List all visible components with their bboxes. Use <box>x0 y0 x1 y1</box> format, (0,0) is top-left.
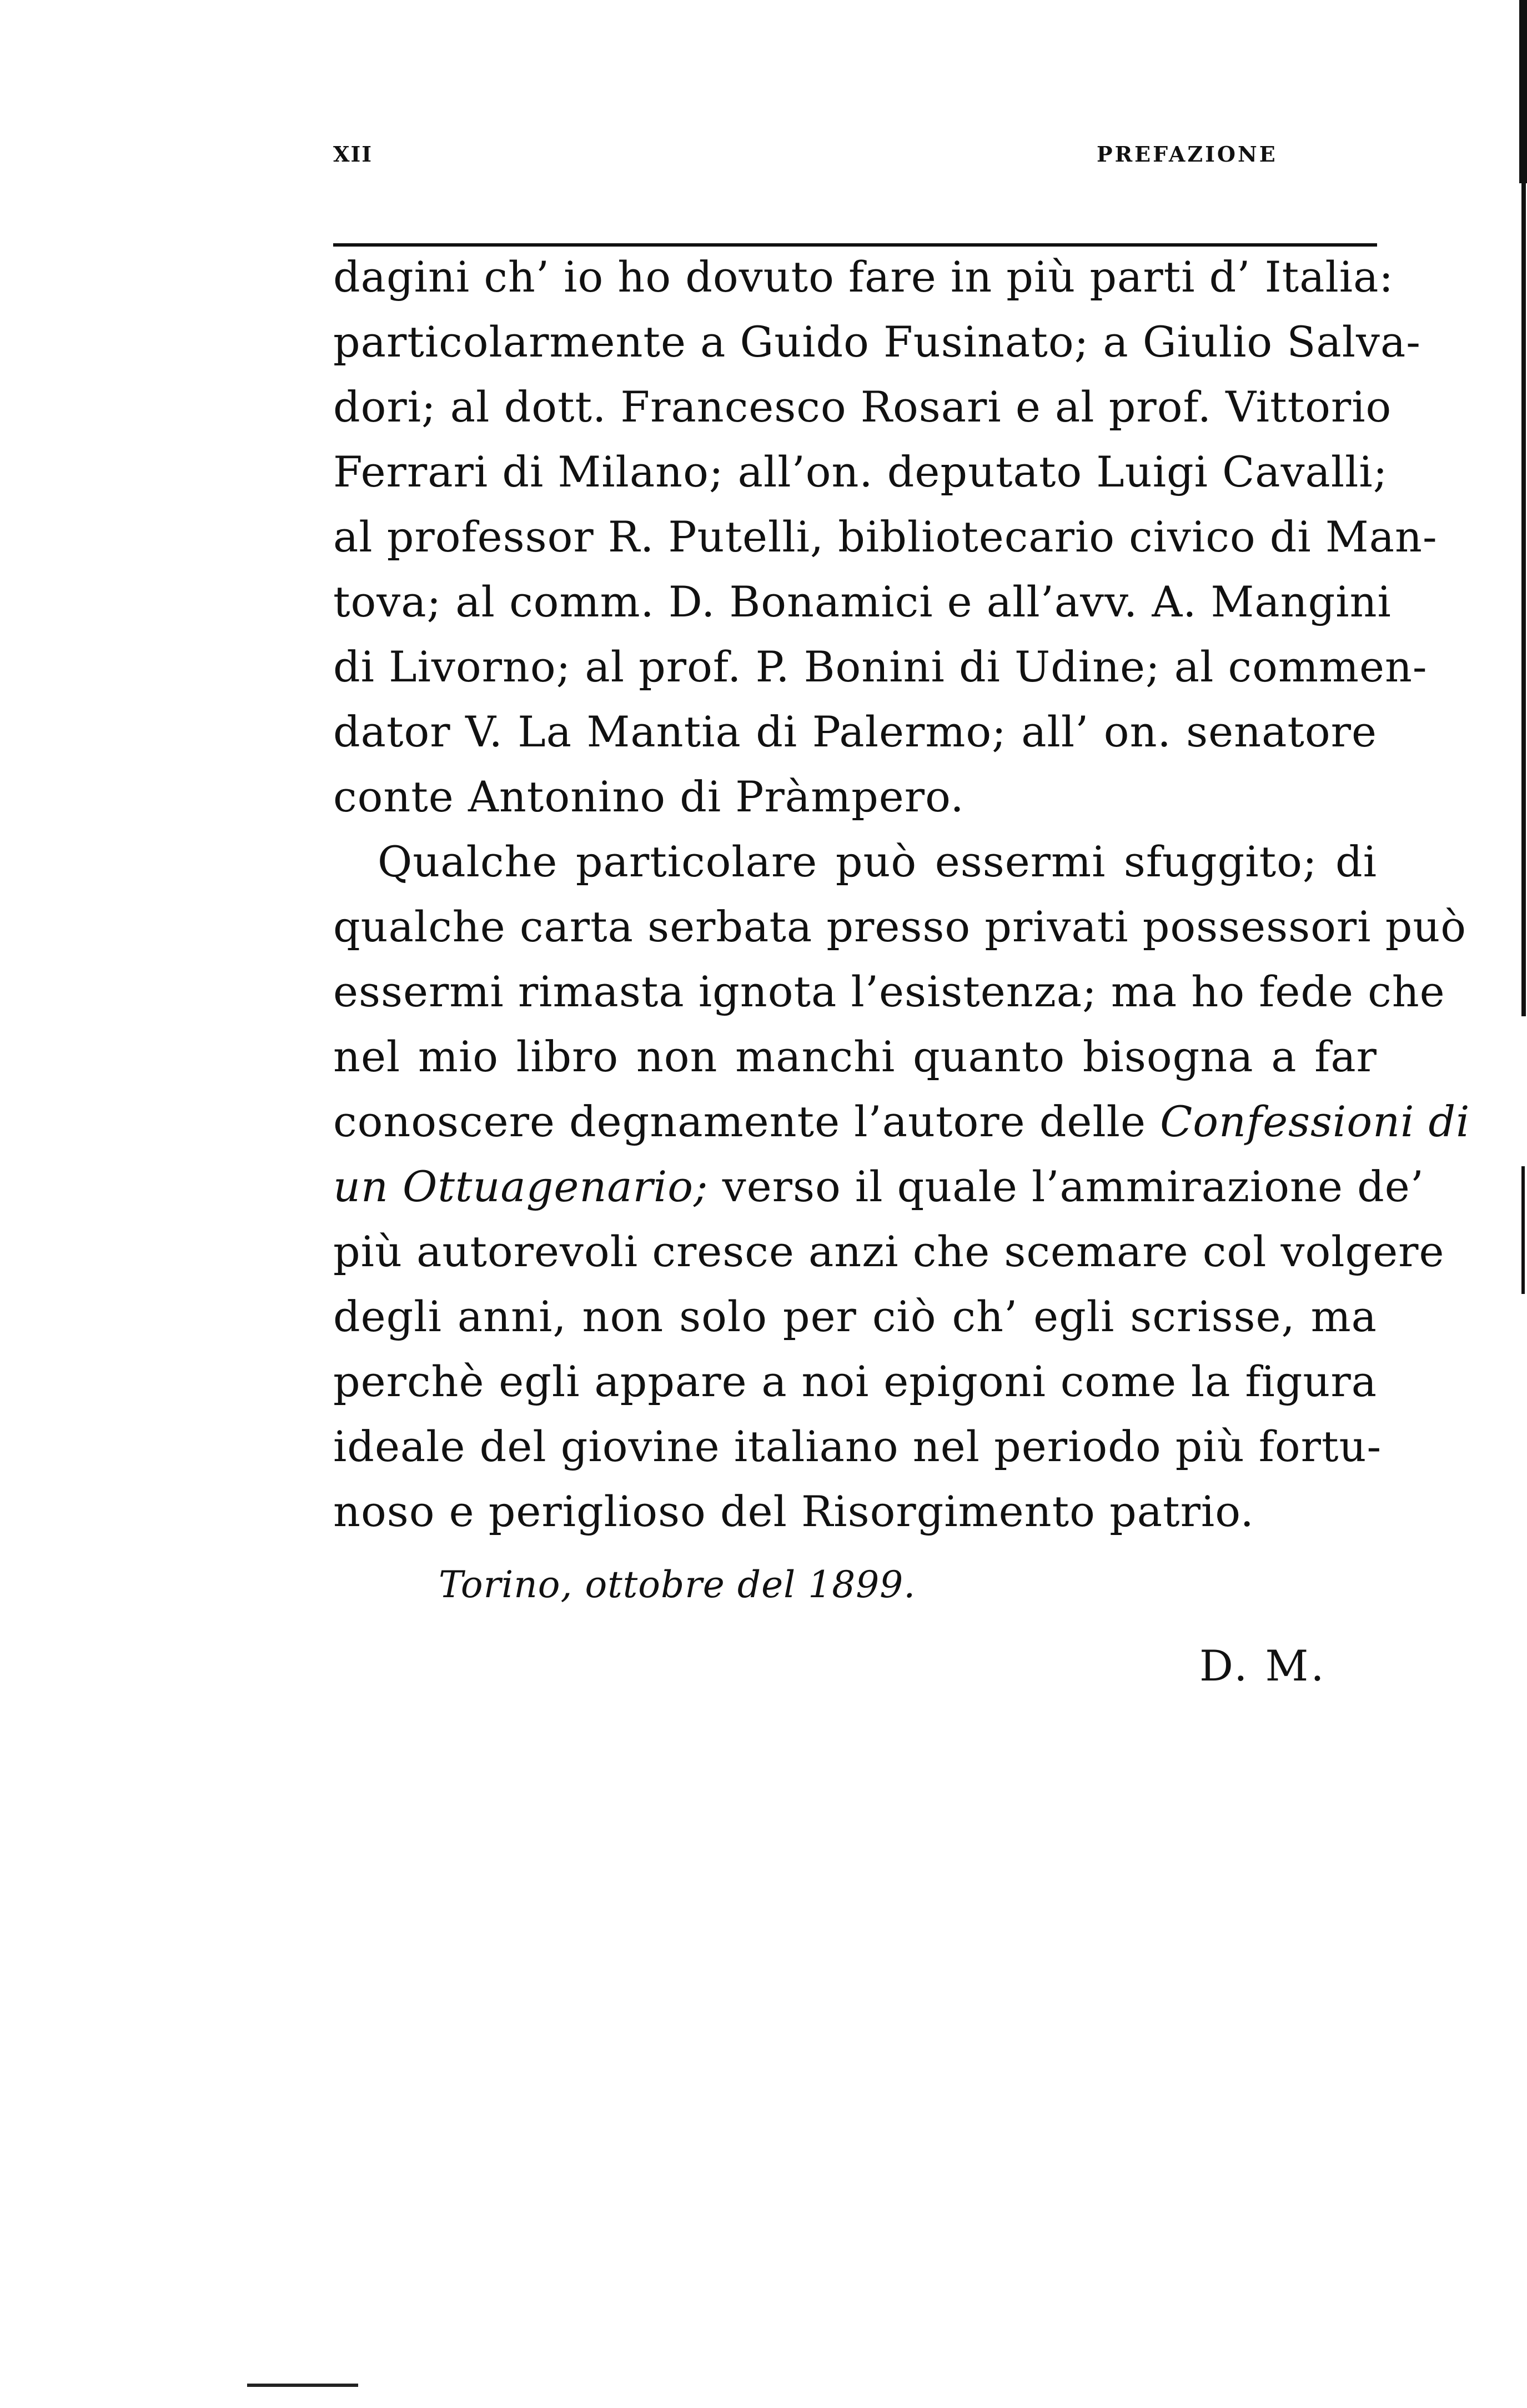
text-line: qualche carta serbata presso privati possessori può <box>333 902 1467 951</box>
text-segment: verso il quale l’ammirazione de’ <box>708 1162 1424 1211</box>
text-line: tova; al comm. D. Bonamici e all’avv. A. Mangini <box>333 577 1392 626</box>
text-line: essermi rimasta ignota l’esistenza; ma ho fede che <box>333 967 1445 1016</box>
text-line: dori; al dott. Francesco Rosari e al prof. Vittorio <box>333 382 1392 432</box>
book-title-italic: Confessioni di <box>1160 1097 1470 1146</box>
running-head: PREFAZIONE <box>1097 142 1278 167</box>
text-line: più autorevoli cresce anzi che scemare col volgere <box>333 1227 1445 1276</box>
scan-edge-mark <box>1521 1166 1525 1294</box>
text-line: noso e periglioso del Risorgimento patrio. <box>333 1487 1254 1536</box>
text-line: conte Antonino di Pràmpero. <box>333 772 965 821</box>
text-line: dator V. La Mantia di Palermo; all’ on. senatore <box>333 707 1377 756</box>
page-number: XII <box>333 142 373 167</box>
page-header <box>333 142 1377 175</box>
text-segment: conoscere degnamente l’autore delle <box>333 1097 1161 1146</box>
scan-edge-mark <box>1521 183 1526 1016</box>
text-line: Ferrari di Milano; all’on. deputato Luigi Cavalli; <box>333 447 1388 496</box>
text-line: ideale del giovine italiano nel periodo più fortu- <box>333 1422 1382 1471</box>
text-line: nel mio libro non manchi quanto bisogna a far <box>333 1032 1377 1081</box>
text-line <box>333 1089 1470 1154</box>
scan-edge-mark <box>1519 0 1527 183</box>
text-line: Qualche particolare può essermi sfuggito; di <box>378 837 1377 886</box>
text-line: di Livorno; al prof. P. Bonini di Udine; al commen- <box>333 642 1428 691</box>
paragraph-1 <box>333 244 1438 829</box>
text-line: particolarmente a Guido Fusinato; a Giulio Salva- <box>333 317 1421 367</box>
author-initials: D. M. <box>1199 1641 1327 1690</box>
paragraph-2 <box>333 829 1470 1544</box>
text-line <box>333 1154 1424 1219</box>
text-line: perchè egli appare a noi epigoni come la figura <box>333 1357 1377 1406</box>
text-line: al professor R. Putelli, bibliotecario civico di Man- <box>333 512 1438 561</box>
body-text <box>333 244 1470 1544</box>
scan-artifact-line <box>247 2384 358 2387</box>
dateline: Torino, ottobre del 1899. <box>439 1563 916 1606</box>
text-line: degli anni, non solo per ciò ch’ egli scrisse, ma <box>333 1292 1377 1341</box>
text-line: dagini ch’ io ho dovuto fare in più parti d’ Italia: <box>333 252 1394 302</box>
book-title-italic: un Ottuagenario; <box>333 1162 709 1211</box>
